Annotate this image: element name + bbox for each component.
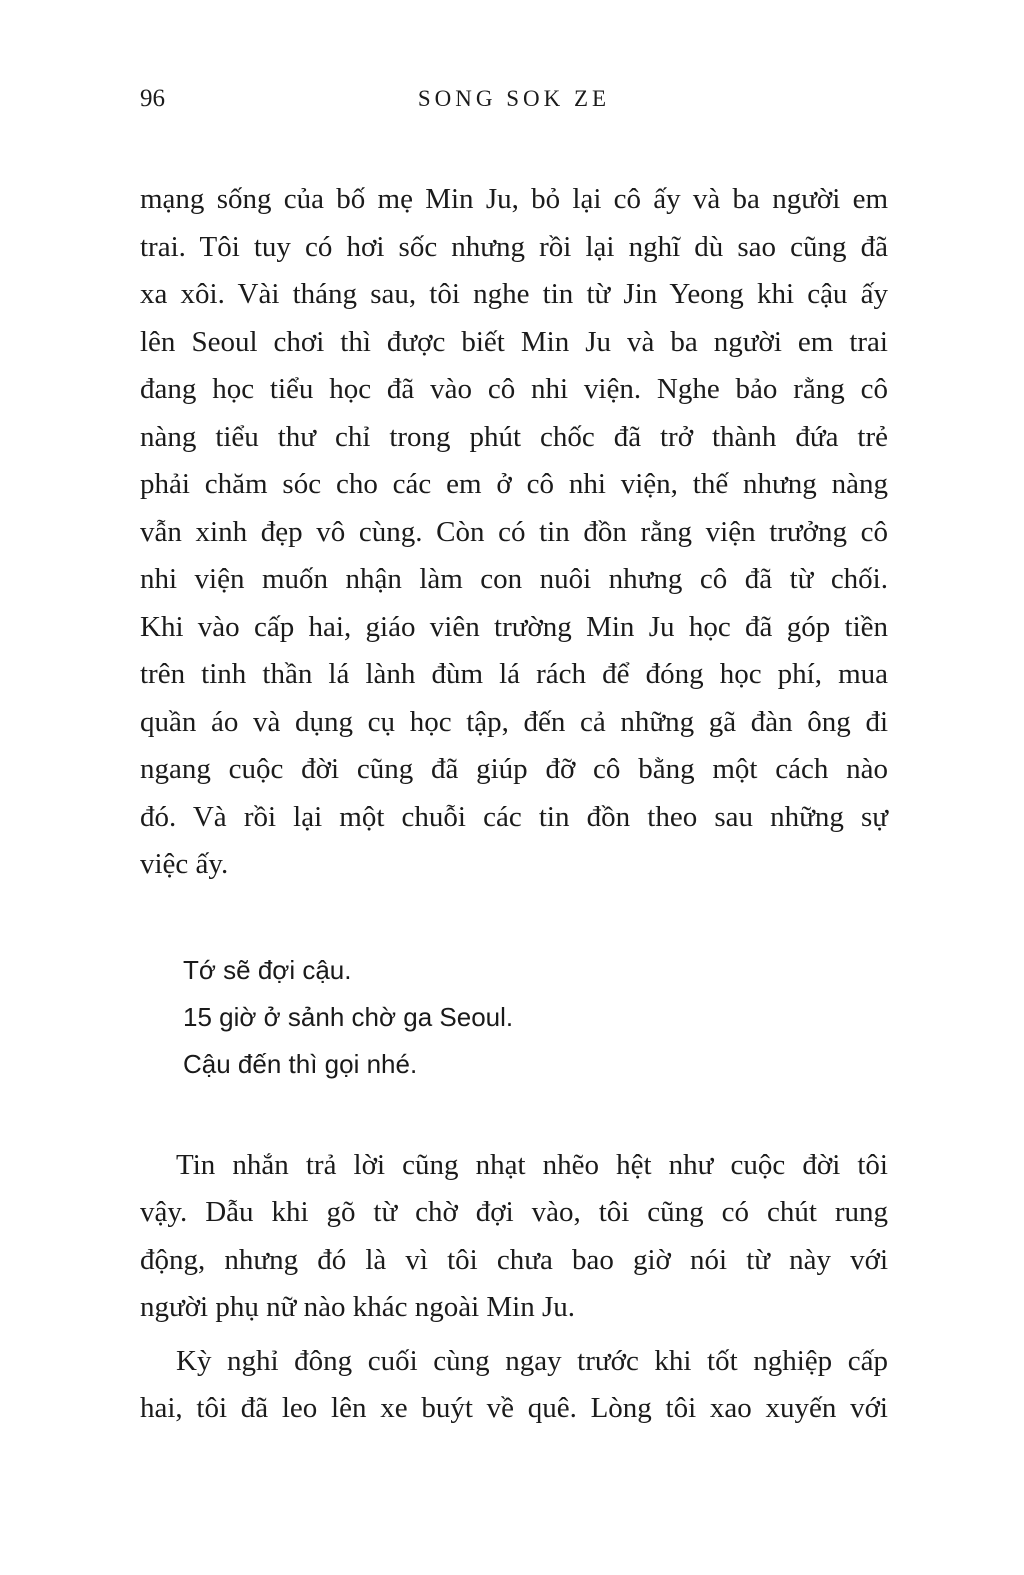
text-line: Kỳ nghỉ đông cuối cùng ngay trước khi tốt nghiệp cấp <box>176 1344 888 1377</box>
text-line: mạng sống của bố mẹ Min Ju, bỏ lại cô ấy và ba người em <box>140 183 888 215</box>
body-text <box>140 176 888 1433</box>
text-line: vẫn xinh đẹp vô cùng. Còn có tin đồn rằng viện trưởng cô <box>140 515 888 548</box>
text-line: việc ấy. <box>140 848 229 880</box>
text-line: xa xôi. Vài tháng sau, tôi nghe tin từ Jin Yeong khi cậu ấy <box>140 278 888 310</box>
page-number: 96 <box>140 85 165 112</box>
text-line: trên tinh thần lá lành đùm lá rách để đóng học phí, mua <box>140 658 888 690</box>
message-line: 15 giờ ở sảnh chờ ga Seoul. <box>183 1001 514 1032</box>
running-header <box>140 86 888 116</box>
text-line: đó. Và rồi lại một chuỗi các tin đồn theo sau những sự <box>140 800 888 833</box>
text-line: vậy. Dẫu khi gõ từ chờ đợi vào, tôi cũng có chút rung <box>140 1196 888 1228</box>
text-line: phải chăm sóc cho các em ở cô nhi viện, thế nhưng nàng <box>140 468 888 500</box>
paragraph-1 <box>140 176 888 889</box>
text-line: nàng tiểu thư chỉ trong phút chốc đã trở thành đứa trẻ <box>140 420 888 453</box>
paragraph-3 <box>140 1338 888 1433</box>
text-line: ngang cuộc đời cũng đã giúp đỡ cô bằng một cách nào <box>140 753 888 785</box>
text-line: trai. Tôi tuy có hơi sốc nhưng rồi lại nghĩ dù sao cũng đã <box>140 230 888 263</box>
message-line: Tớ sẽ đợi cậu. <box>183 954 352 985</box>
text-line: hai, tôi đã leo lên xe buýt về quê. Lòng tôi xao xuyến với <box>140 1392 888 1424</box>
text-line: người phụ nữ nào khác ngoài Min Ju. <box>140 1291 575 1323</box>
message-quote-block <box>140 947 888 1088</box>
text-line: lên Seoul chơi thì được biết Min Ju và ba người em trai <box>140 325 888 358</box>
text-line: động, nhưng đó là vì tôi chưa bao giờ nói từ này với <box>140 1243 888 1276</box>
text-line: quần áo và dụng cụ học tập, đến cả những gã đàn ông đi <box>140 705 888 738</box>
message-line: Cậu đến thì gọi nhé. <box>183 1048 418 1079</box>
text-line: nhi viện muốn nhận làm con nuôi nhưng cô đã từ chối. <box>140 563 888 595</box>
running-header-title: SONG SOK ZE <box>417 86 611 111</box>
text-line: Tin nhắn trả lời cũng nhạt nhẽo hệt như cuộc đời tôi <box>176 1148 888 1181</box>
text-line: đang học tiểu học đã vào cô nhi viện. Nghe bảo rằng cô <box>140 373 888 405</box>
text-line: Khi vào cấp hai, giáo viên trường Min Ju học đã góp tiền <box>140 610 888 643</box>
paragraph-2 <box>140 1142 888 1332</box>
